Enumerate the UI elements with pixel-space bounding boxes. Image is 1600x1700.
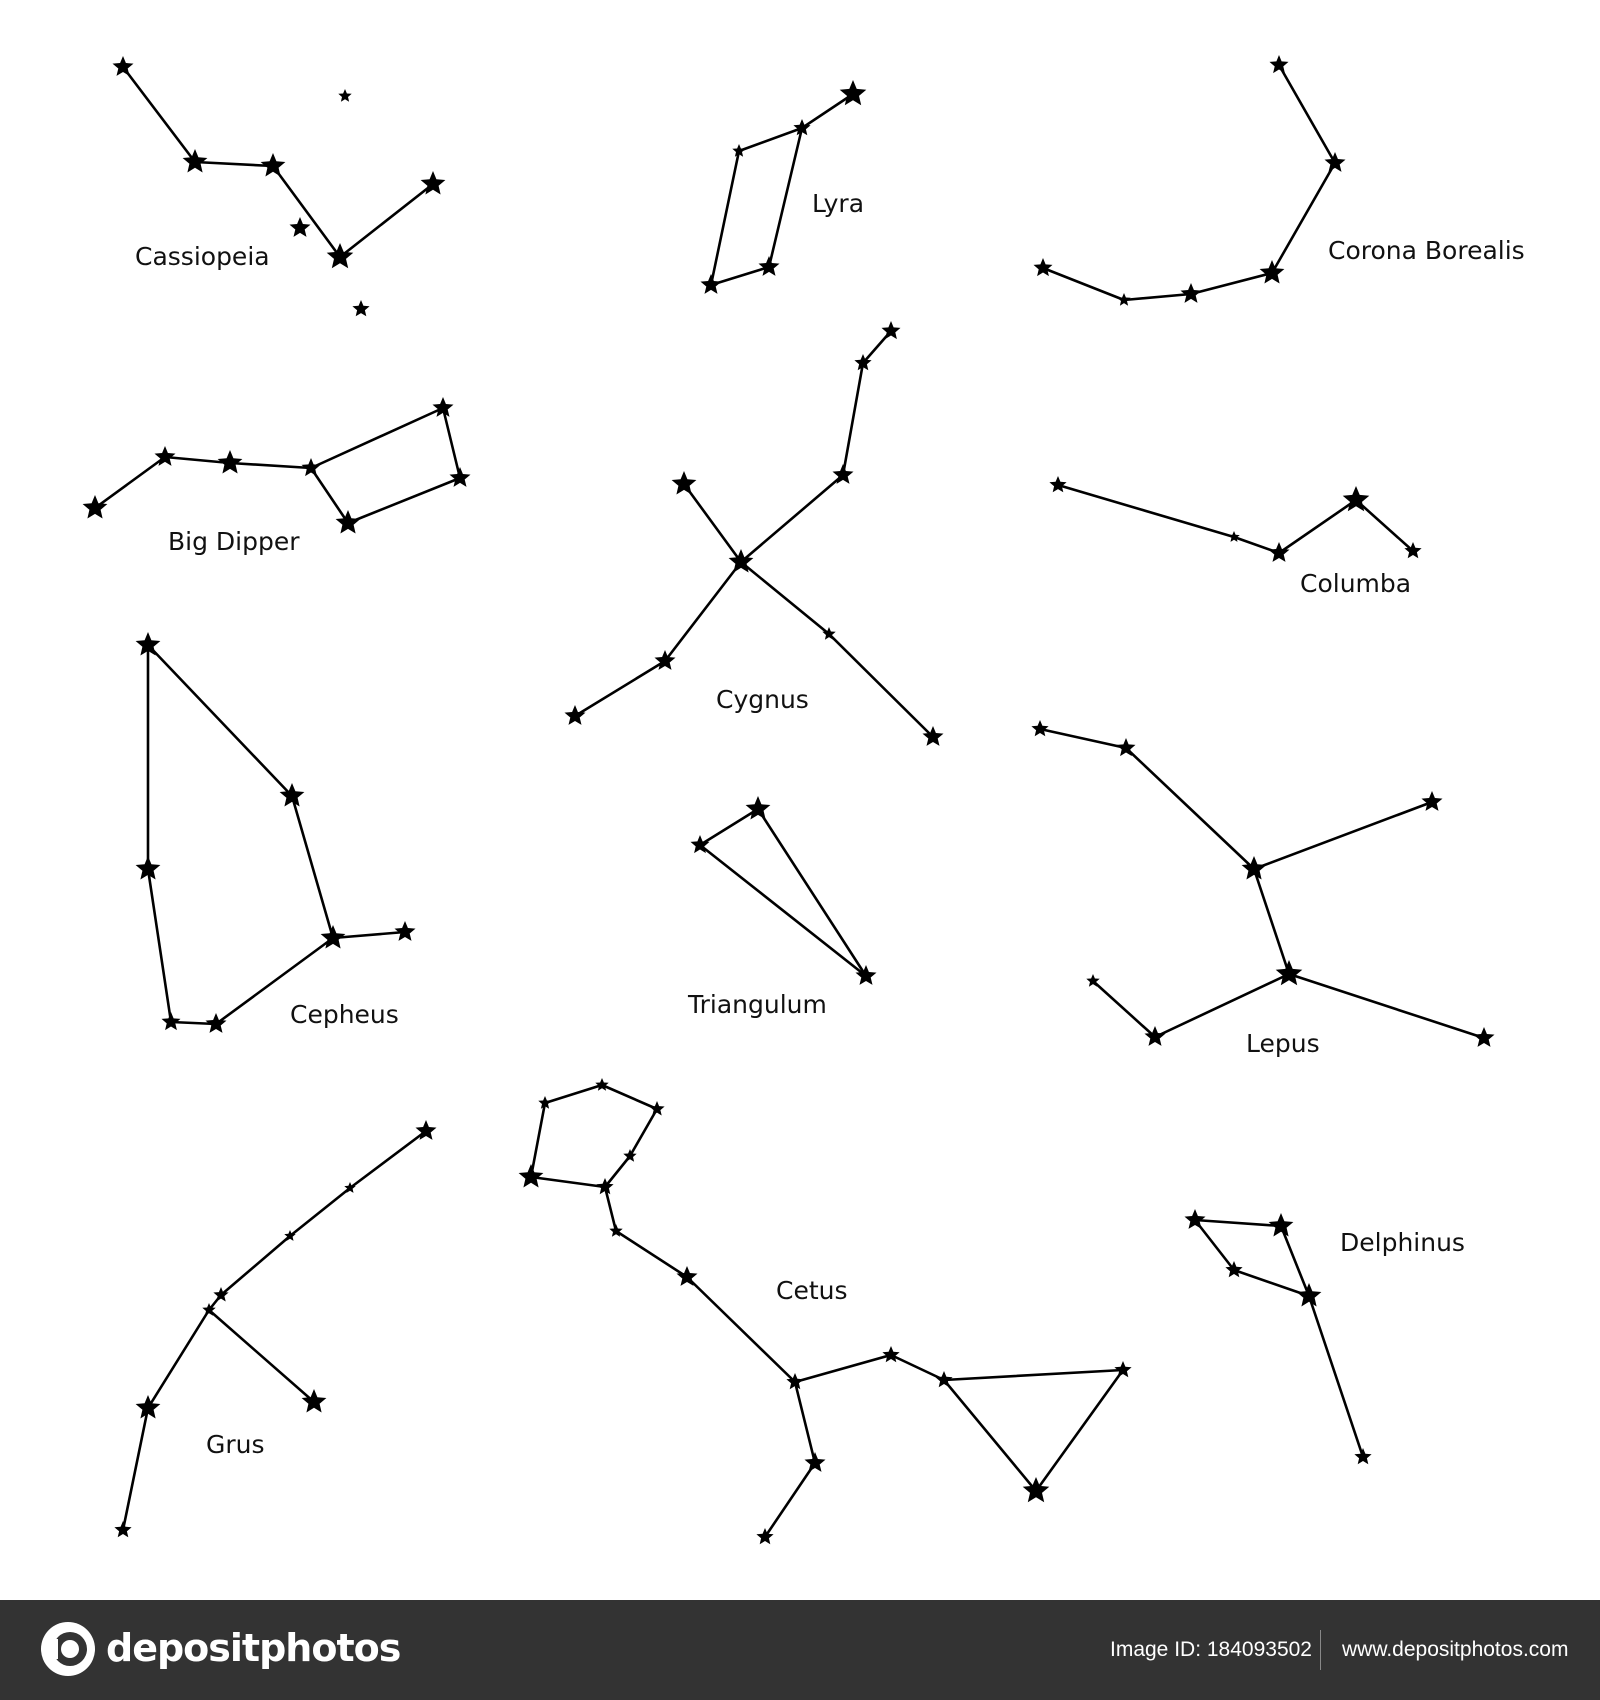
cetus-star-icon-1 <box>595 1078 608 1091</box>
cepheus-line-4 <box>148 869 171 1022</box>
big-dipper-line-2 <box>230 463 311 468</box>
big-dipper-star-icon-0 <box>83 495 108 519</box>
cygnus-line-1 <box>843 363 863 475</box>
cygnus-star-icon-6 <box>565 705 586 725</box>
cetus-line-12 <box>1036 1370 1123 1491</box>
delphinus-star-icon-4 <box>1354 1448 1371 1464</box>
grus-star-icon-6 <box>302 1389 327 1413</box>
brand-name: depositphotos <box>106 1626 401 1670</box>
big-dipper-star-icon-6 <box>433 397 454 417</box>
corona-borealis-star-icon-0 <box>1270 55 1289 73</box>
cetus-star-icon-14 <box>756 1528 773 1544</box>
cetus-star-icon-5 <box>519 1164 544 1188</box>
lyra-line-4 <box>769 128 802 267</box>
constellation-columba <box>1049 476 1421 598</box>
lepus-line-1 <box>1126 748 1254 869</box>
constellation-lyra <box>701 80 867 294</box>
corona-borealis-line-1 <box>1272 163 1335 273</box>
lyra-line-1 <box>739 128 802 151</box>
cepheus-star-icon-6 <box>206 1013 227 1033</box>
cetus-star-icon-13 <box>805 1452 826 1472</box>
cygnus-line-6 <box>741 562 829 634</box>
lepus-line-5 <box>1093 981 1155 1037</box>
cepheus-star-icon-5 <box>162 1012 181 1030</box>
lepus-star-icon-2 <box>1422 791 1443 811</box>
lyra-star-icon-4 <box>759 256 780 276</box>
big-dipper-star-icon-3 <box>302 458 321 476</box>
watermark-footer <box>0 1600 1600 1700</box>
cassiopeia-star-icon-3 <box>290 217 311 237</box>
big-dipper-star-icon-5 <box>450 467 471 487</box>
constellation-big-dipper <box>83 397 471 556</box>
cetus-line-5 <box>531 1103 545 1177</box>
grus-line-0 <box>350 1131 426 1188</box>
lepus-line-3 <box>1254 869 1289 974</box>
cygnus-line-4 <box>665 562 741 661</box>
lepus-star-icon-4 <box>1276 960 1303 985</box>
cygnus-line-5 <box>575 661 665 716</box>
corona-borealis-line-4 <box>1043 268 1124 300</box>
lyra-label: Lyra <box>812 189 865 218</box>
constellation-cetus <box>519 1078 1132 1544</box>
cassiopeia-star-icon-6 <box>338 89 351 102</box>
cetus-line-13 <box>944 1380 1036 1491</box>
constellation-lepus <box>1031 720 1494 1058</box>
cassiopeia-line-0 <box>123 67 195 162</box>
corona-borealis-star-icon-2 <box>1260 260 1285 284</box>
cassiopeia-line-3 <box>340 184 433 257</box>
grus-line-5 <box>123 1408 148 1530</box>
corona-borealis-line-3 <box>1124 294 1191 300</box>
constellation-cepheus <box>136 632 416 1033</box>
cetus-line-2 <box>630 1109 657 1156</box>
corona-borealis-label: Corona Borealis <box>1328 236 1525 265</box>
lepus-line-0 <box>1040 729 1126 748</box>
grus-star-icon-7 <box>114 1521 131 1537</box>
big-dipper-line-0 <box>95 457 165 508</box>
cassiopeia-star-icon-0 <box>113 56 134 76</box>
cygnus-line-2 <box>741 475 843 562</box>
lepus-label: Lepus <box>1246 1029 1320 1058</box>
constellation-grus <box>114 1120 436 1537</box>
constellation-cygnus <box>565 321 944 746</box>
delphinus-label: Delphinus <box>1340 1228 1465 1257</box>
columba-star-icon-0 <box>1049 476 1066 492</box>
corona-borealis-line-0 <box>1279 65 1335 163</box>
image-id: Image ID: 184093502 <box>1110 1638 1312 1661</box>
corona-borealis-star-icon-4 <box>1117 293 1130 306</box>
cetus-line-7 <box>616 1231 687 1277</box>
cetus-star-icon-2 <box>649 1101 664 1116</box>
big-dipper-line-6 <box>311 408 443 468</box>
cetus-star-icon-10 <box>935 1371 952 1387</box>
triangulum-star-icon-0 <box>746 796 771 820</box>
cassiopeia-star-icon-4 <box>327 243 354 268</box>
cetus-star-icon-9 <box>882 1346 899 1362</box>
triangulum-star-icon-2 <box>856 965 877 985</box>
constellation-corona-borealis <box>1034 55 1525 306</box>
corona-borealis-line-2 <box>1191 273 1272 294</box>
lepus-star-icon-7 <box>1474 1027 1495 1047</box>
columba-line-0 <box>1058 485 1234 537</box>
cassiopeia-star-icon-7 <box>352 300 369 316</box>
lyra-line-2 <box>711 151 739 285</box>
cetus-line-14 <box>795 1382 815 1463</box>
grus-line-2 <box>221 1236 290 1295</box>
cetus-line-10 <box>891 1355 944 1380</box>
corona-borealis-star-icon-1 <box>1325 152 1346 172</box>
big-dipper-star-icon-4 <box>336 510 361 534</box>
delphinus-star-icon-0 <box>1185 1209 1206 1229</box>
cassiopeia-line-2 <box>273 166 340 257</box>
delphinus-line-1 <box>1281 1226 1309 1296</box>
delphinus-line-4 <box>1309 1296 1363 1457</box>
triangulum-line-1 <box>700 845 866 976</box>
grus-line-1 <box>290 1188 350 1236</box>
triangulum-label: Triangulum <box>688 990 827 1019</box>
grus-line-6 <box>209 1310 314 1402</box>
delphinus-line-0 <box>1195 1220 1281 1226</box>
columba-line-2 <box>1279 500 1356 553</box>
lyra-star-icon-3 <box>701 274 722 294</box>
cygnus-star-icon-0 <box>882 321 901 339</box>
cetus-line-9 <box>795 1355 891 1382</box>
cetus-line-15 <box>765 1463 815 1537</box>
big-dipper-label: Big Dipper <box>168 527 300 556</box>
cassiopeia-star-icon-2 <box>261 153 286 177</box>
columba-label: Columba <box>1300 569 1412 598</box>
grus-line-4 <box>148 1310 209 1408</box>
triangulum-line-2 <box>758 809 866 976</box>
cetus-line-6 <box>605 1187 616 1231</box>
triangulum-line-0 <box>700 809 758 845</box>
lyra-line-0 <box>802 94 853 128</box>
cepheus-label: Cepheus <box>290 1000 399 1029</box>
cetus-line-11 <box>944 1370 1123 1380</box>
cygnus-star-icon-4 <box>672 471 697 495</box>
cetus-line-1 <box>602 1085 657 1109</box>
constellation-delphinus <box>1185 1209 1465 1464</box>
cetus-label: Cetus <box>776 1276 848 1305</box>
grus-label: Grus <box>206 1430 265 1459</box>
big-dipper-line-5 <box>443 408 460 478</box>
columba-star-icon-1 <box>1228 531 1239 542</box>
site-url: www.depositphotos.com <box>1342 1638 1569 1661</box>
depositphotos-logo-icon <box>40 1621 96 1677</box>
cygnus-line-7 <box>829 634 933 737</box>
corona-borealis-star-icon-3 <box>1181 283 1202 303</box>
cetus-line-0 <box>545 1085 602 1103</box>
lepus-line-2 <box>1254 802 1432 869</box>
cepheus-star-icon-3 <box>395 921 416 941</box>
constellation-cassiopeia <box>113 56 446 316</box>
lepus-star-icon-0 <box>1031 720 1048 736</box>
lepus-line-4 <box>1155 974 1289 1037</box>
delphinus-star-icon-1 <box>1269 1213 1294 1237</box>
grus-star-icon-5 <box>136 1395 161 1419</box>
cygnus-label: Cygnus <box>716 685 809 714</box>
corona-borealis-star-icon-5 <box>1034 258 1053 276</box>
big-dipper-line-4 <box>348 478 460 523</box>
cassiopeia-label: Cassiopeia <box>135 242 270 271</box>
columba-star-icon-2 <box>1269 542 1290 562</box>
cetus-star-icon-11 <box>1114 1361 1131 1377</box>
cygnus-line-3 <box>684 484 741 562</box>
cetus-line-4 <box>531 1177 605 1187</box>
footer-divider <box>1320 1630 1321 1670</box>
cassiopeia-line-1 <box>195 162 273 166</box>
cepheus-line-1 <box>292 796 333 938</box>
columba-line-3 <box>1356 500 1413 551</box>
big-dipper-star-icon-2 <box>218 450 243 474</box>
big-dipper-line-3 <box>311 468 348 523</box>
cepheus-line-0 <box>148 645 292 796</box>
constellation-triangulum <box>687 796 877 1019</box>
delphinus-star-icon-3 <box>1297 1283 1322 1307</box>
